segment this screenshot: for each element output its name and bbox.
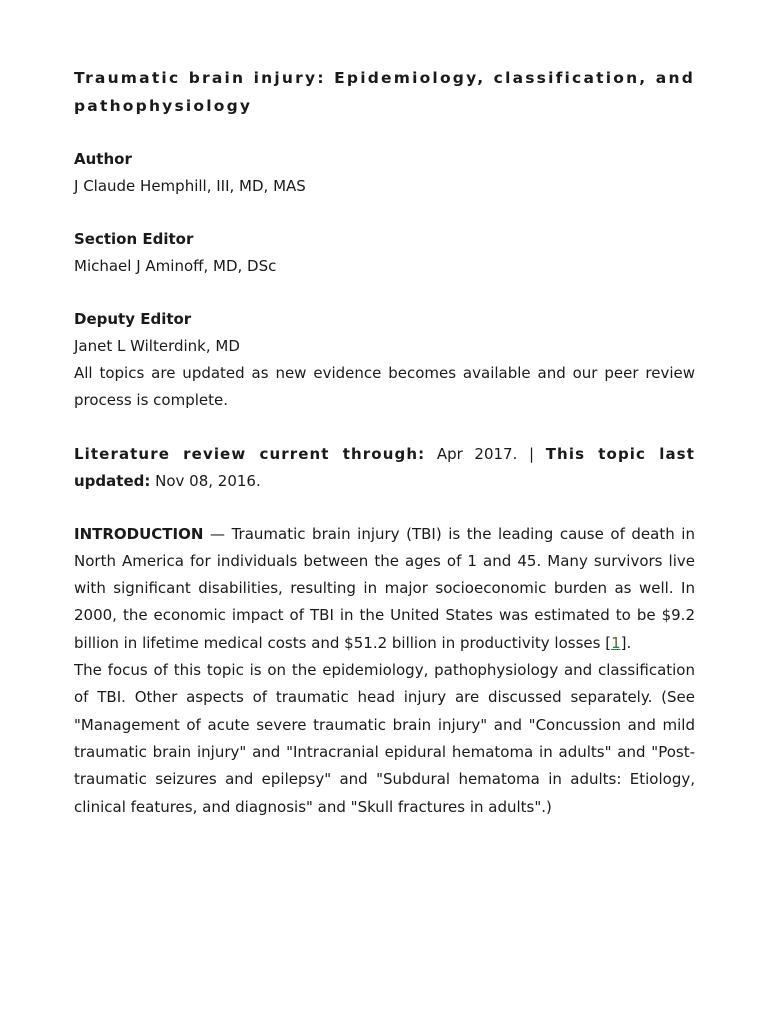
deputy-editor-block — [74, 306, 695, 415]
lit-review-value: Apr 2017. — [436, 444, 518, 463]
update-note: All topics are updated as new evidence becomes available and our peer review process is complete. — [74, 364, 695, 410]
introduction-paragraph — [74, 521, 695, 657]
author-label: Author — [74, 150, 132, 168]
document-title — [74, 64, 695, 120]
author-name: J Claude Hemphill, III, MD, MAS — [74, 177, 306, 195]
introduction-section — [74, 521, 695, 821]
review-dates — [74, 441, 695, 495]
author-block — [74, 146, 695, 200]
last-updated-label-b: updated: — [74, 471, 151, 490]
section-editor-name: Michael J Aminoff, MD, DSc — [74, 257, 277, 275]
separator: | — [529, 444, 535, 463]
deputy-editor-name: Janet L Wilterdink, MD — [74, 337, 240, 355]
last-updated-label-a: This topic last — [545, 444, 695, 463]
deputy-editor-label: Deputy Editor — [74, 310, 192, 328]
focus-paragraph: The focus of this topic is on the epidemiology, pathophysiology and classification of TBI. Other aspects of traumatic head injury are discussed separately. (See "Management of acute severe traumatic brain injury" and "Concussion and mild traumatic brain injury" and "Intracranial epidural hematoma in adults" and "Post-traumatic seizures and epilepsy" and "Subdural hematoma in adults: Etiology, clinical features, and diagnosis" and "Skull fractures in adults".) — [74, 661, 695, 816]
review-dates-line-1 — [74, 441, 695, 468]
last-updated-value: Nov 08, 2016. — [155, 471, 261, 490]
section-editor-label: Section Editor — [74, 230, 194, 248]
title-line-2: pathophysiology — [74, 97, 253, 115]
section-editor-block — [74, 226, 695, 280]
intro-text: Traumatic brain injury (TBI) is the leading cause of death in North America for individuals between the ages of 1 and 45. Many survivors live with significant disabilities, resulting in major socioeconomic burden as well. In 2000, the economic impact of TBI in the United States was estimated to be $9.2 billion in lifetime medical costs and $51.2 billion in productivity losses [ — [74, 524, 695, 652]
intro-end: ]. — [620, 633, 632, 652]
intro-label: INTRODUCTION — [74, 524, 204, 543]
review-dates-line-2 — [74, 468, 695, 495]
title-line-1: Traumatic brain injury: Epidemiology, classification, and — [74, 69, 695, 87]
lit-review-label: Literature review current through: — [74, 444, 426, 463]
reference-link-1[interactable]: 1 — [611, 633, 621, 652]
intro-dash: — — [203, 524, 232, 543]
